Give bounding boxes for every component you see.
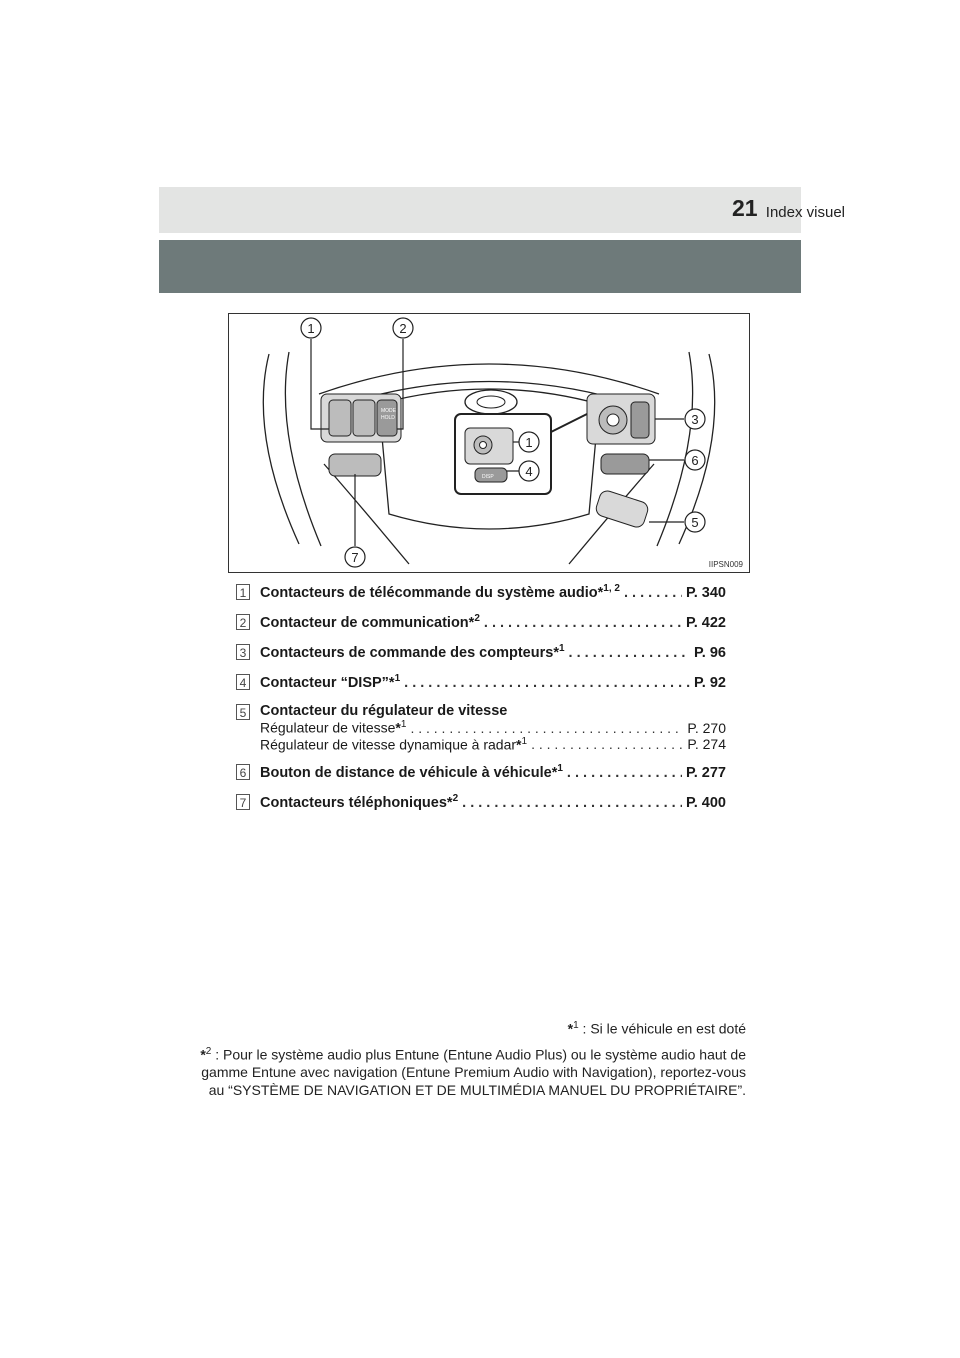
callout-7: 7	[351, 550, 359, 565]
steering-wheel-drawing	[229, 314, 750, 573]
page-ref[interactable]: P. 340	[685, 584, 726, 601]
callout-6: 6	[691, 453, 699, 468]
leader-dots	[484, 615, 682, 631]
item-number: 1	[236, 584, 250, 600]
footnotes	[200, 1020, 746, 1099]
item-list	[236, 583, 726, 823]
item-label: Contacteurs téléphoniques*$^2$	[260, 793, 459, 812]
list-item	[236, 673, 726, 692]
item-label: Contacteur de communication*$^2$	[260, 613, 480, 631]
steering-wheel-illustration	[228, 313, 750, 573]
leader-dots	[624, 585, 682, 601]
page-header-title: Index visuel	[765, 204, 845, 221]
leader-dots	[404, 675, 690, 691]
page-ref[interactable]: P. 422	[685, 614, 726, 631]
callout-4-zoom: 4	[525, 464, 533, 479]
page-number: 21	[732, 195, 758, 221]
page-ref[interactable]: P. 270	[687, 719, 726, 736]
item-number: 3	[236, 644, 250, 660]
list-item	[236, 643, 726, 662]
callout-5: 5	[691, 515, 699, 530]
item-number: 7	[236, 794, 250, 810]
page-ref[interactable]: P. 400	[685, 795, 726, 812]
item-label: Contacteurs de commande des compteurs*$^1$	[260, 643, 565, 661]
mode-button-label: MODE	[381, 408, 396, 414]
item-label: Bouton de distance de véhicule à véhicule*$^1$	[260, 763, 563, 782]
list-item	[236, 793, 726, 812]
page-ref[interactable]: P. 274	[687, 736, 726, 753]
hold-button-label: HOLD	[381, 415, 395, 421]
leader-dots	[410, 720, 683, 736]
leader-dots	[567, 765, 682, 781]
item-number: 4	[236, 674, 250, 690]
leader-dots	[462, 795, 682, 811]
callout-1-zoom: 1	[525, 435, 533, 450]
item-number: 6	[236, 764, 250, 780]
item-label: Contacteurs de télécommande du système audio*$^{1, 2}$	[260, 583, 620, 601]
item-label: Contacteur du régulateur de vitesse	[260, 703, 508, 719]
leader-dots	[569, 645, 690, 661]
callout-3: 3	[691, 412, 699, 427]
header-band	[159, 187, 801, 233]
list-item	[236, 703, 726, 752]
callout-2: 2	[399, 321, 407, 336]
list-item	[236, 583, 726, 602]
page-ref[interactable]: P. 96	[694, 644, 726, 661]
disp-button-label: DISP	[482, 474, 494, 480]
leader-dots	[531, 736, 683, 752]
list-item	[236, 613, 726, 632]
figure-code: IIPSN009	[708, 560, 743, 569]
page-ref[interactable]: P. 277	[685, 765, 726, 782]
list-item	[236, 763, 726, 782]
footnote-2: *$^2$ : Pour le système audio plus Entune (Entune Audio Plus) ou le système audio haut de gamme Entune avec navigation (Entune Premium Audio with Navigation), reportez-vous au “SYSTÈME DE NAVIGATION ET DE MULTIMÉDIA MANUEL DU PROPRIÉTAIRE”.	[200, 1045, 746, 1099]
footnote-1: *$^1$ : Si le véhicule en est doté	[567, 1020, 746, 1037]
item-number: 2	[236, 614, 250, 630]
item-number: 5	[236, 704, 250, 720]
page-ref[interactable]: P. 92	[694, 674, 726, 691]
section-bar	[159, 240, 801, 293]
item-label: Contacteur “DISP”*$^1$	[260, 673, 401, 691]
subitem-label: Régulateur de vitesse dynamique à radar*$^1$	[260, 735, 528, 753]
subitem-label: Régulateur de vitesse*$^1$	[260, 719, 407, 736]
callout-1: 1	[307, 321, 315, 336]
